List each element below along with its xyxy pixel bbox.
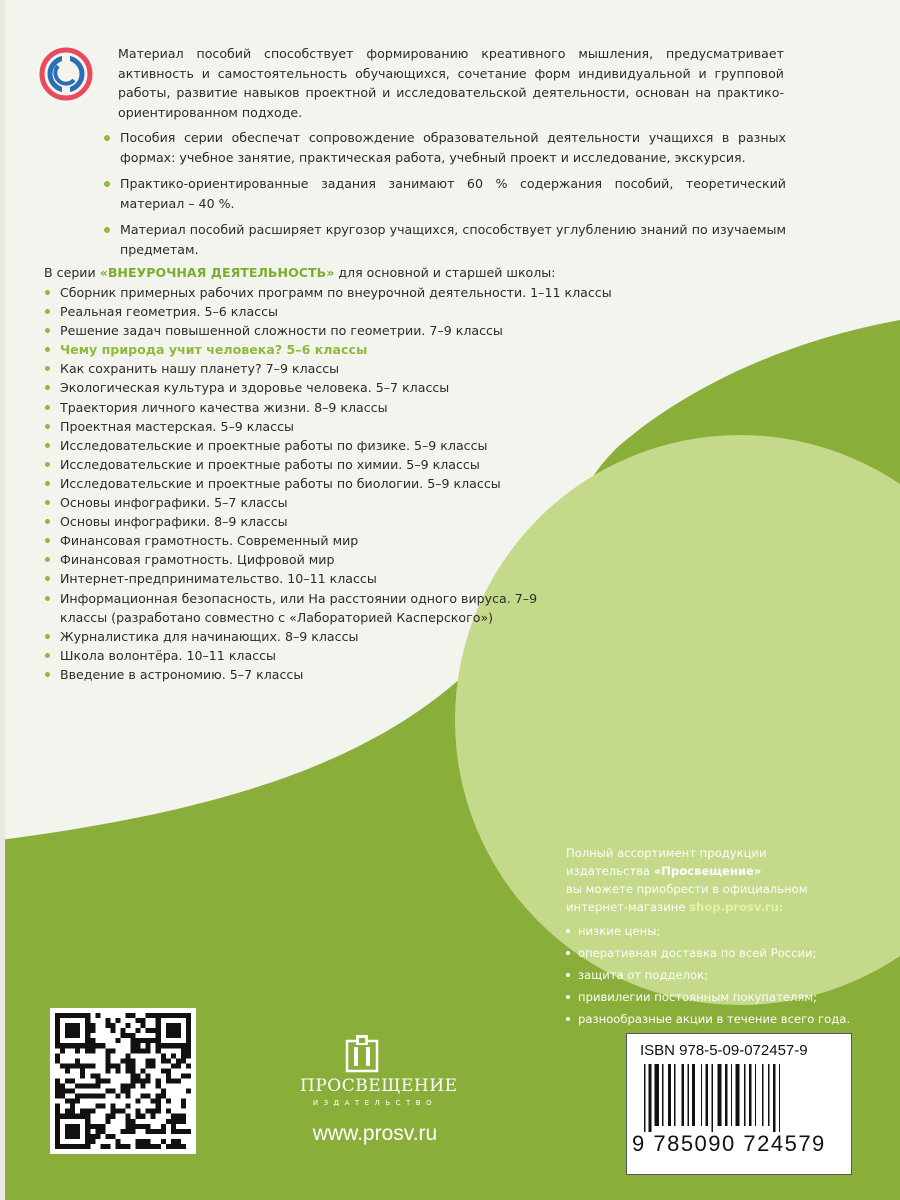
benefit-item: разнообразные акции в течение всего года. [566, 1008, 866, 1030]
ean-digits: 9 785090 724579 [632, 1131, 826, 1156]
benefit-item: привилегии постоянным покупателям; [566, 986, 866, 1008]
bullet-icon [104, 227, 110, 233]
bullet-icon [45, 653, 50, 658]
book-item-current: Чему природа учит человека? 5–6 классы [44, 340, 664, 359]
bullet-icon [104, 181, 110, 187]
publisher-url[interactable]: www.prosv.ru [312, 1122, 438, 1145]
publisher-logo-icon [345, 1035, 379, 1073]
book-item: Финансовая грамотность. Цифровой мир [44, 550, 664, 569]
bullet-icon [45, 385, 50, 390]
feature-item: Практико-ориентированные задания занимают 60 % содержания пособий, теоретический материал – 40 %. [100, 174, 786, 213]
bullet-icon [45, 576, 50, 581]
bullet-icon [566, 1017, 570, 1021]
bullet-icon [566, 929, 570, 933]
publisher-subtitle: ИЗДАТЕЛЬСТВО [312, 1099, 438, 1107]
bullet-icon [45, 500, 50, 505]
series-book-list [44, 283, 664, 684]
bullet-icon [45, 405, 50, 410]
barcode-icon [640, 1062, 840, 1132]
book-item: Школа волонтёра. 10–11 классы [44, 646, 664, 665]
book-item: Исследовательские и проектные работы по биологии. 5–9 классы [44, 474, 664, 493]
bullet-icon [45, 557, 50, 562]
bullet-icon [45, 538, 50, 543]
bullet-icon [45, 462, 50, 467]
feature-item: Пособия серии обеспечат сопровождение образовательной деятельности учащихся в разных формах: учебное занятие, практическая работа, учебный проект и исследование, экскурсия. [100, 128, 786, 167]
feature-item: Материал пособий расширяет кругозор учащихся, способствует углублению знаний по изучаемым предметам. [100, 220, 786, 259]
book-item: Как сохранить нашу планету? 7–9 классы [44, 359, 664, 378]
benefit-item: оперативная доставка по всей России; [566, 942, 866, 964]
book-item: Журналистика для начинающих. 8–9 классы [44, 627, 664, 646]
feature-list [100, 128, 786, 266]
shop-benefits-list [566, 920, 866, 1030]
benefit-item: защита от подделок; [566, 964, 866, 986]
bullet-icon [566, 995, 570, 999]
book-item: Исследовательские и проектные работы по химии. 5–9 классы [44, 455, 664, 474]
bullet-icon [45, 347, 50, 352]
brand-name: «Просвещение» [653, 864, 762, 878]
book-item: Траектория личного качества жизни. 8–9 классы [44, 398, 664, 417]
shop-link[interactable]: shop.prosv.ru [689, 900, 779, 914]
book-item: Информационная безопасность, или На расстоянии одного вируса. 7–9 классы (разработано совместно с «Лабораторией Касперского») [44, 589, 560, 627]
bullet-icon [45, 424, 50, 429]
shop-info: Полный ассортимент продукции издательства «Просвещение» вы можете приобрести в официальном интернет-магазине shop.prosv.ru: низкие цены; оперативная доставка по всей России; защита от подделок; привилегии постоянным покупателям; разнообразные акции в течение всего года. [566, 844, 866, 1030]
book-item: Основы инфографики. 8–9 классы [44, 512, 664, 531]
bullet-icon [45, 481, 50, 486]
book-item: Основы инфографики. 5–7 классы [44, 493, 664, 512]
book-item: Проектная мастерская. 5–9 классы [44, 417, 664, 436]
bullet-icon [45, 443, 50, 448]
publisher-name: ПРОСВЕЩЕНИЕ [300, 1076, 458, 1096]
book-item: Исследовательские и проектные работы по физике. 5–9 классы [44, 436, 664, 455]
bullet-icon [566, 973, 570, 977]
qr-code-icon[interactable] [50, 1008, 196, 1154]
bullet-icon [45, 634, 50, 639]
bullet-icon [45, 290, 50, 295]
book-item: Введение в астрономию. 5–7 классы [44, 665, 664, 684]
isbn-number: ISBN 978-5-09-072457-9 [640, 1042, 808, 1059]
series-logo-icon [36, 44, 96, 104]
book-item: Решение задач повышенной сложности по геометрии. 7–9 классы [44, 321, 664, 340]
bullet-icon [45, 328, 50, 333]
bullet-icon [45, 596, 50, 601]
book-item: Сборник примерных рабочих программ по внеурочной деятельности. 1–11 классы [44, 283, 664, 302]
book-item: Интернет-предпринимательство. 10–11 классы [44, 569, 664, 588]
bullet-icon [45, 672, 50, 677]
intro-paragraph: Материал пособий способствует формированию креативного мышления, предусматривает активность и самостоятельность обучающихся, сочетание форм индивидуальной и групповой работы, развитие навыков проектной и исследовательской деятельности, основан на практико-ориентированном подходе. [118, 46, 784, 120]
series-heading: В серии «ВНЕУРОЧНАЯ ДЕЯТЕЛЬНОСТЬ» для основной и старшей школы: [44, 265, 556, 280]
book-item: Реальная геометрия. 5–6 классы [44, 302, 664, 321]
benefit-item: низкие цены; [566, 920, 866, 942]
bullet-icon [45, 366, 50, 371]
bullet-icon [566, 951, 570, 955]
book-item: Финансовая грамотность. Современный мир [44, 531, 664, 550]
book-item: Экологическая культура и здоровье человека. 5–7 классы [44, 378, 664, 397]
bullet-icon [104, 135, 110, 141]
series-name: «ВНЕУРОЧНАЯ ДЕЯТЕЛЬНОСТЬ» [99, 265, 335, 280]
bullet-icon [45, 519, 50, 524]
bullet-icon [45, 309, 50, 314]
